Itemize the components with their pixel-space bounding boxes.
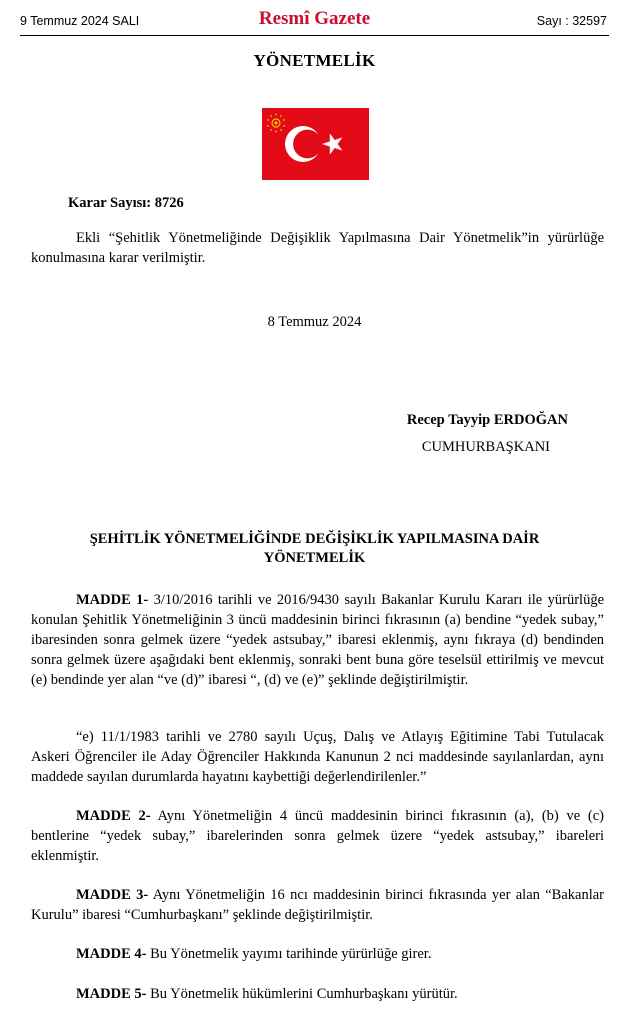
article-3 bbox=[31, 885, 604, 925]
article-2 bbox=[31, 806, 604, 866]
article-4 bbox=[31, 944, 604, 964]
header-date: 9 Temmuz 2024 SALI bbox=[20, 14, 140, 28]
article-5 bbox=[31, 984, 604, 1004]
issue-number: Sayı : 32597 bbox=[536, 14, 607, 28]
article-text: Bu Yönetmelik hükümlerini Cumhurbaşkanı yürütür. bbox=[146, 986, 458, 1002]
article-label: MADDE 2- bbox=[76, 808, 151, 824]
article-1-new-clause bbox=[31, 727, 604, 787]
header-divider bbox=[20, 35, 609, 36]
regulation-title: ŞEHİTLİK YÖNETMELİĞİNDE DEĞİŞİKLİK YAPILMASINA DAİR YÖNETMELİK bbox=[89, 531, 540, 566]
crescent-inner bbox=[293, 130, 322, 159]
gazette-title: Resmî Gazete bbox=[258, 8, 371, 29]
article-label: MADDE 4- bbox=[76, 946, 147, 962]
article-text: “e) 11/1/1983 tarihli ve 2780 sayılı Uçuş, Dalış ve Atlayış Eğitimine Tabi Tutulacak Askeri Öğrenciler ile Aday Öğrenciler Hakkında Kanunun 2 nci maddesinde sayılanlardan, aynı maddede sayılan durumlarda hayatını kaybettiği değerlendirilenler.” bbox=[31, 729, 604, 785]
section-title: YÖNETMELİK bbox=[253, 51, 376, 70]
article-text: Bu Yönetmelik yayımı tarihinde yürürlüğe girer. bbox=[146, 946, 432, 962]
signer-title: CUMHURBAŞKANI bbox=[421, 439, 550, 455]
article-text: 3/10/2016 tarihli ve 2016/9430 sayılı Bakanlar Kurulu Kararı ile yürürlüğe konulan Şehitlik Yönetmeliğinin 3 üncü maddesinin birinci fıkrasının (a) bendine “yedek subay,” ibaresinden sonra gelmek üzere “yedek astsubay,” ibaresi eklenmiş, aynı fıkraya (d) bendinden sonra gelmek üzere aşağıdaki bent eklenmiş, sonraki bent buna göre teselsül ettirilmiş ve mevcut (e) bendinde yer alan “ve (d)” ibaresi “, (d) ve (e)” şeklinde değiştirilmiştir. bbox=[31, 592, 605, 688]
article-1 bbox=[31, 590, 604, 690]
decree-text: Ekli “Şehitlik Yönetmeliğinde Değişiklik Yapılmasına Dair Yönetmelik”in yürürlüğe konulmasına karar verilmiştir. bbox=[31, 230, 604, 266]
article-label: MADDE 3- bbox=[76, 887, 149, 903]
article-text: Aynı Yönetmeliğin 4 üncü maddesinin birinci fıkrasının (a), (b) ve (c) bentlerine “yedek subay,” ibarelerinden sonra gelmek üzere “yedek astsubay,” ibareleri eklenmiştir. bbox=[31, 808, 604, 864]
turkish-flag-icon bbox=[262, 108, 369, 180]
article-text: Aynı Yönetmeliğin 16 ncı maddesinin birinci fıkrasında yer alan “Bakanlar Kurulu” ibaresi “Cumhurbaşkanı” şeklinde değiştirilmiştir. bbox=[31, 887, 604, 923]
article-label: MADDE 1- bbox=[76, 592, 149, 608]
decree-date: 8 Temmuz 2024 bbox=[267, 314, 362, 330]
article-label: MADDE 5- bbox=[76, 986, 147, 1002]
decree-number: Karar Sayısı: 8726 bbox=[68, 195, 184, 211]
page-header bbox=[20, 8, 609, 34]
signer-name: Recep Tayyip ERDOĞAN bbox=[406, 412, 568, 428]
